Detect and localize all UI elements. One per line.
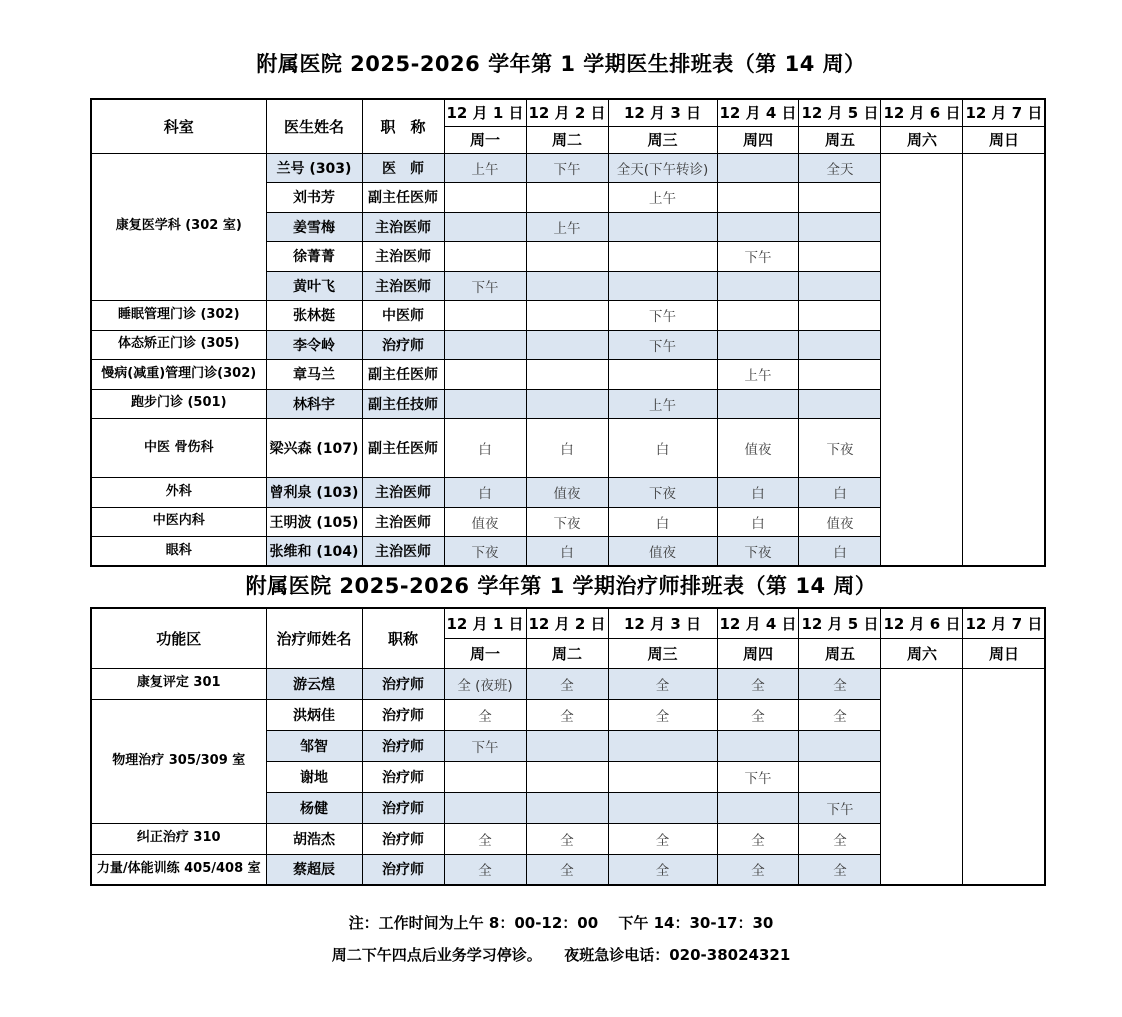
department-cell: 中医 骨伤科 (91, 419, 266, 478)
job-title-cell: 主治医师 (362, 478, 444, 508)
shift-cell: 上午 (717, 360, 799, 390)
doctor-name-cell: 黄叶飞 (266, 271, 362, 301)
department-cell: 外科 (91, 478, 266, 508)
job-title-cell: 主治医师 (362, 507, 444, 537)
department-cell: 纠正治疗 310 (91, 823, 266, 854)
shift-cell (444, 360, 526, 390)
doctor-name-cell: 曾利泉 (103) (266, 478, 362, 508)
therapist-name-cell: 游云煌 (266, 668, 362, 699)
doctor-name-cell: 兰号 (303) (266, 153, 362, 183)
shift-cell: 白 (717, 478, 799, 508)
shift-cell (799, 330, 881, 360)
date-header: 12 月 6 日 (881, 608, 963, 638)
shift-cell (717, 330, 799, 360)
day-header: 周四 (717, 638, 799, 668)
shift-cell (717, 212, 799, 242)
shift-cell (799, 730, 881, 761)
shift-cell: 下夜 (717, 537, 799, 567)
doctor-name-cell: 张维和 (104) (266, 537, 362, 567)
date-header: 12 月 4 日 (717, 99, 799, 126)
shift-cell (608, 212, 717, 242)
shift-cell: 下夜 (526, 507, 608, 537)
doctor-name-cell: 姜雪梅 (266, 212, 362, 242)
shift-cell (717, 183, 799, 213)
shift-cell (444, 389, 526, 419)
date-header: 12 月 4 日 (717, 608, 799, 638)
saturday-empty-cell (881, 153, 963, 566)
shift-cell: 全 (717, 668, 799, 699)
job-title-cell: 中医师 (362, 301, 444, 331)
shift-cell: 全天 (799, 153, 881, 183)
shift-cell: 全 (717, 823, 799, 854)
shift-cell (444, 330, 526, 360)
shift-cell (526, 360, 608, 390)
date-header: 12 月 7 日 (963, 99, 1045, 126)
shift-cell (608, 761, 717, 792)
date-header: 12 月 7 日 (963, 608, 1045, 638)
header-department-column: 科室 (91, 99, 266, 153)
shift-cell: 白 (608, 507, 717, 537)
day-header: 周日 (963, 638, 1045, 668)
department-cell: 体态矫正门诊 (305) (91, 330, 266, 360)
shift-cell (526, 301, 608, 331)
day-header: 周二 (526, 638, 608, 668)
shift-cell (799, 242, 881, 272)
department-cell: 慢病(减重)管理门诊(302) (91, 360, 266, 390)
job-title-cell: 主治医师 (362, 271, 444, 301)
header-title-column: 职 称 (362, 99, 444, 153)
shift-cell (799, 271, 881, 301)
shift-cell: 下夜 (444, 537, 526, 567)
department-cell: 康复医学科 (302 室) (91, 153, 266, 301)
day-header: 周一 (444, 638, 526, 668)
shift-cell (608, 792, 717, 823)
therapist-name-cell: 胡浩杰 (266, 823, 362, 854)
shift-cell: 全 (夜班) (444, 668, 526, 699)
shift-cell (799, 389, 881, 419)
doctor-name-cell: 王明波 (105) (266, 507, 362, 537)
shift-cell: 下午 (717, 242, 799, 272)
shift-cell: 上午 (608, 183, 717, 213)
doctor-table-title: 附属医院 2025-2026 学年第 1 学期医生排班表（第 14 周） (256, 52, 866, 76)
job-title-cell: 治疗师 (362, 854, 444, 885)
shift-cell (799, 301, 881, 331)
therapist-schedule-table (90, 607, 1046, 886)
shift-cell (717, 730, 799, 761)
therapist-name-cell: 洪炳佳 (266, 699, 362, 730)
therapist-name-cell: 杨健 (266, 792, 362, 823)
date-header: 12 月 5 日 (799, 608, 881, 638)
job-title-cell: 主治医师 (362, 212, 444, 242)
doctor-schedule-table (90, 98, 1046, 567)
doctor-name-cell: 章马兰 (266, 360, 362, 390)
header-name-column: 医生姓名 (266, 99, 362, 153)
date-header: 12 月 2 日 (526, 99, 608, 126)
doctor-name-cell: 梁兴森 (107) (266, 419, 362, 478)
doctor-name-cell: 李令岭 (266, 330, 362, 360)
shift-cell: 全 (526, 699, 608, 730)
shift-cell: 全 (799, 668, 881, 699)
shift-cell: 全 (526, 854, 608, 885)
day-header: 周六 (881, 638, 963, 668)
date-header: 12 月 5 日 (799, 99, 881, 126)
job-title-cell: 治疗师 (362, 330, 444, 360)
shift-cell: 全 (717, 854, 799, 885)
shift-cell: 下午 (608, 330, 717, 360)
shift-cell: 下午 (608, 301, 717, 331)
day-header: 周日 (963, 126, 1045, 153)
day-header: 周三 (608, 638, 717, 668)
shift-cell: 全 (526, 668, 608, 699)
date-header: 12 月 1 日 (444, 99, 526, 126)
date-header: 12 月 2 日 (526, 608, 608, 638)
shift-cell: 上午 (526, 212, 608, 242)
shift-cell: 全 (444, 823, 526, 854)
department-cell: 中医内科 (91, 507, 266, 537)
shift-cell (799, 212, 881, 242)
shift-cell: 白 (444, 419, 526, 478)
shift-cell: 全 (608, 668, 717, 699)
shift-cell: 值夜 (717, 419, 799, 478)
day-header: 周五 (799, 126, 881, 153)
shift-cell: 白 (608, 419, 717, 478)
shift-cell: 全 (608, 699, 717, 730)
shift-cell: 全 (799, 823, 881, 854)
shift-cell: 全天(下午转诊) (608, 153, 717, 183)
department-cell: 眼科 (91, 537, 266, 567)
shift-cell (526, 761, 608, 792)
shift-cell: 白 (526, 419, 608, 478)
date-header: 12 月 3 日 (608, 99, 717, 126)
shift-cell (799, 360, 881, 390)
shift-cell: 下夜 (608, 478, 717, 508)
shift-cell: 值夜 (608, 537, 717, 567)
shift-cell (526, 792, 608, 823)
shift-cell (717, 271, 799, 301)
job-title-cell: 治疗师 (362, 730, 444, 761)
day-header: 周三 (608, 126, 717, 153)
shift-cell (444, 761, 526, 792)
shift-cell: 白 (799, 537, 881, 567)
work-hours-note: 注：工作时间为上午 8：00-12：00 下午 14：30-17：30 (348, 914, 774, 932)
doctor-name-cell: 林科宇 (266, 389, 362, 419)
department-cell: 康复评定 301 (91, 668, 266, 699)
shift-cell: 下午 (717, 761, 799, 792)
shift-cell (526, 183, 608, 213)
shift-cell (608, 242, 717, 272)
shift-cell (526, 242, 608, 272)
doctor-name-cell: 徐菁菁 (266, 242, 362, 272)
shift-cell: 白 (526, 537, 608, 567)
shift-cell: 下夜 (799, 419, 881, 478)
shift-cell: 上午 (444, 153, 526, 183)
shift-cell: 全 (444, 699, 526, 730)
shift-cell (608, 730, 717, 761)
date-header: 12 月 6 日 (881, 99, 963, 126)
shift-cell: 全 (608, 823, 717, 854)
job-title-cell: 治疗师 (362, 792, 444, 823)
day-header: 周五 (799, 638, 881, 668)
header-name-column: 治疗师姓名 (266, 608, 362, 668)
day-header: 周四 (717, 126, 799, 153)
therapist-name-cell: 蔡超辰 (266, 854, 362, 885)
job-title-cell: 治疗师 (362, 823, 444, 854)
job-title-cell: 副主任医师 (362, 183, 444, 213)
therapist-name-cell: 邹智 (266, 730, 362, 761)
doctor-name-cell: 刘书芳 (266, 183, 362, 213)
shift-cell (717, 153, 799, 183)
shift-cell: 全 (608, 854, 717, 885)
shift-cell (799, 761, 881, 792)
day-header: 周六 (881, 126, 963, 153)
shift-cell (526, 730, 608, 761)
shift-cell (526, 330, 608, 360)
shift-cell: 白 (444, 478, 526, 508)
header-title-column: 职称 (362, 608, 444, 668)
shift-cell (444, 242, 526, 272)
shift-cell (526, 389, 608, 419)
job-title-cell: 治疗师 (362, 761, 444, 792)
day-header: 周二 (526, 126, 608, 153)
shift-cell: 下午 (799, 792, 881, 823)
department-cell: 睡眠管理门诊 (302) (91, 301, 266, 331)
shift-cell: 全 (799, 854, 881, 885)
day-header: 周一 (444, 126, 526, 153)
job-title-cell: 治疗师 (362, 699, 444, 730)
therapist-name-cell: 谢地 (266, 761, 362, 792)
date-header: 12 月 1 日 (444, 608, 526, 638)
shift-cell: 上午 (608, 389, 717, 419)
shift-cell (444, 301, 526, 331)
shift-cell: 白 (799, 478, 881, 508)
doctor-name-cell: 张林挺 (266, 301, 362, 331)
header-department-column: 功能区 (91, 608, 266, 668)
job-title-cell: 治疗师 (362, 668, 444, 699)
department-cell: 力量/体能训练 405/408 室 (91, 854, 266, 885)
job-title-cell: 医 师 (362, 153, 444, 183)
shift-cell: 值夜 (444, 507, 526, 537)
job-title-cell: 副主任技师 (362, 389, 444, 419)
shift-cell: 全 (717, 699, 799, 730)
shift-cell (444, 792, 526, 823)
shift-cell (444, 212, 526, 242)
shift-cell (608, 360, 717, 390)
emergency-phone-note: 周二下午四点后业务学习停诊。 夜班急诊电话：020-38024321 (331, 946, 791, 964)
job-title-cell: 副主任医师 (362, 360, 444, 390)
shift-cell: 下午 (444, 730, 526, 761)
shift-cell: 值夜 (526, 478, 608, 508)
shift-cell: 白 (717, 507, 799, 537)
job-title-cell: 主治医师 (362, 537, 444, 567)
saturday-empty-cell (881, 668, 963, 885)
department-cell: 跑步门诊 (501) (91, 389, 266, 419)
shift-cell (526, 271, 608, 301)
shift-cell: 值夜 (799, 507, 881, 537)
shift-cell (717, 792, 799, 823)
shift-cell (717, 389, 799, 419)
shift-cell: 全 (444, 854, 526, 885)
date-header: 12 月 3 日 (608, 608, 717, 638)
shift-cell (799, 183, 881, 213)
shift-cell (717, 301, 799, 331)
shift-cell: 下午 (444, 271, 526, 301)
job-title-cell: 主治医师 (362, 242, 444, 272)
sunday-empty-cell (963, 668, 1045, 885)
department-cell: 物理治疗 305/309 室 (91, 699, 266, 823)
shift-cell (608, 271, 717, 301)
therapist-table-title: 附属医院 2025-2026 学年第 1 学期治疗师排班表（第 14 周） (245, 574, 877, 598)
job-title-cell: 副主任医师 (362, 419, 444, 478)
sunday-empty-cell (963, 153, 1045, 566)
shift-cell: 全 (799, 699, 881, 730)
shift-cell: 全 (526, 823, 608, 854)
shift-cell (444, 183, 526, 213)
shift-cell: 下午 (526, 153, 608, 183)
